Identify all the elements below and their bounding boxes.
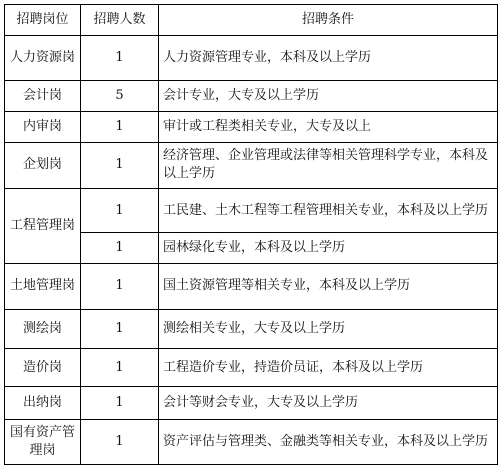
row-count: 1	[81, 112, 159, 143]
row-position: 出纳岗	[5, 387, 81, 420]
row-count: 1	[81, 309, 159, 348]
row-requirement: 会计等财会专业，大专及以上学历	[159, 387, 498, 420]
row-position: 内审岗	[5, 112, 81, 143]
row-requirement: 经济管理、企业管理或法律等相关管理科学专业，本科及以上学历	[159, 142, 498, 188]
row-count: 1	[81, 420, 159, 465]
row-count: 1	[81, 142, 159, 188]
row-requirement: 人力资源管理专业，本科及以上学历	[159, 35, 498, 81]
table-row	[5, 348, 498, 387]
row-count: 1	[81, 35, 159, 81]
recruitment-table-wrapper	[4, 4, 497, 465]
header-requirement: 招聘条件	[159, 5, 498, 36]
table-row	[5, 188, 498, 233]
header-row	[5, 5, 498, 36]
table-row	[5, 112, 498, 143]
row-count: 5	[81, 81, 159, 112]
row-position: 企划岗	[5, 142, 81, 188]
row-position: 国有资产管理岗	[5, 420, 81, 465]
row-position: 工程管理岗	[5, 188, 81, 263]
row-position: 测绘岗	[5, 309, 81, 348]
table-row	[5, 420, 498, 465]
row-requirement: 工民建、土木工程等工程管理相关专业，本科及以上学历	[159, 188, 498, 233]
row-requirement: 资产评估与管理类、金融类等相关专业，本科及以上学历	[159, 420, 498, 465]
table-row	[5, 309, 498, 348]
row-position: 人力资源岗	[5, 35, 81, 81]
row-requirement: 园林绿化专业，本科及以上学历	[159, 233, 498, 264]
table-row	[5, 81, 498, 112]
row-count: 1	[81, 387, 159, 420]
row-count: 1	[81, 264, 159, 310]
header-position: 招聘岗位	[5, 5, 81, 36]
row-requirement: 会计专业，大专及以上学历	[159, 81, 498, 112]
header-count: 招聘人数	[81, 5, 159, 36]
row-count: 1	[81, 348, 159, 387]
row-requirement: 工程造价专业，持造价员证，本科及以上学历	[159, 348, 498, 387]
row-requirement: 测绘相关专业，大专及以上学历	[159, 309, 498, 348]
row-requirement: 审计或工程类相关专业，大专及以上	[159, 112, 498, 143]
row-position: 土地管理岗	[5, 264, 81, 310]
row-requirement: 国土资源管理等相关专业，本科及以上学历	[159, 264, 498, 310]
row-count: 1	[81, 188, 159, 233]
table-row	[5, 387, 498, 420]
row-position: 造价岗	[5, 348, 81, 387]
row-count: 1	[81, 233, 159, 264]
table-row	[5, 35, 498, 81]
table-row	[5, 264, 498, 310]
recruitment-table	[4, 4, 498, 465]
table-row	[5, 142, 498, 188]
row-position: 会计岗	[5, 81, 81, 112]
